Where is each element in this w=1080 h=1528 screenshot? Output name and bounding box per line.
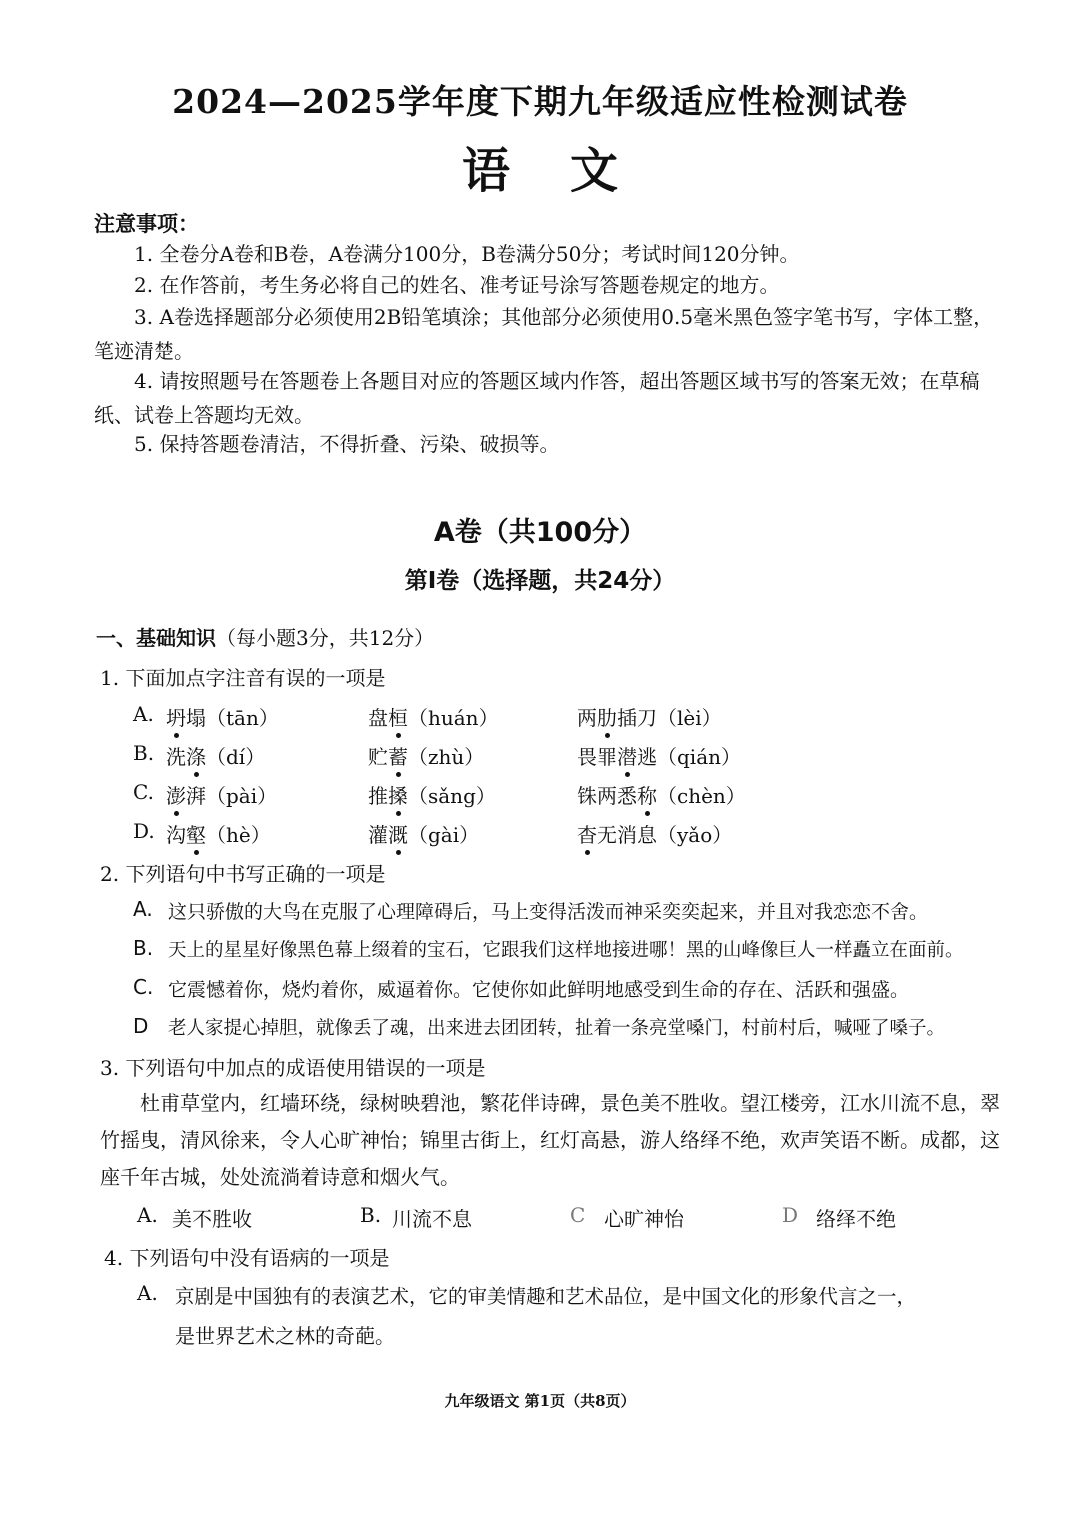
cell-post: （hè）	[206, 823, 271, 847]
q3-option-text: 络绎不绝	[816, 1207, 896, 1231]
exam-title: 2024—2025学年度下期九年级适应性检测试卷	[172, 82, 908, 121]
dotted-char: 壑	[186, 823, 206, 847]
q3-stem: 3. 下列语句中加点的成语使用错误的一项是	[100, 1056, 486, 1080]
cell-pre: 盘	[368, 706, 388, 730]
option-cell	[166, 780, 277, 809]
option-cell	[368, 819, 479, 848]
q4-option-label: A.	[137, 1281, 158, 1305]
option-cell	[368, 780, 496, 809]
part-one-note: （每小题3分，共12分）	[216, 626, 435, 650]
part-one-heading	[96, 622, 434, 651]
q3-option-text: 美不胜收	[172, 1207, 252, 1231]
q4-option-text-cont: 是世界艺术之林的奇葩。	[175, 1324, 395, 1348]
option-cell	[368, 702, 499, 731]
q2-option-text: 天上的星星好像黑色幕上缀着的宝石，它跟我们这样地接进哪！黑的山峰像巨人一样矗立在面前。	[168, 940, 964, 961]
dotted-char: 搡	[388, 784, 408, 808]
q3-option-label: B.	[360, 1203, 382, 1227]
dotted-char: 涤	[186, 745, 206, 769]
section-i-heading: 第Ⅰ卷（选择题，共24分）	[404, 568, 676, 594]
option-cell	[368, 741, 484, 770]
option-cell	[166, 819, 271, 848]
dotted-char: 潜	[617, 745, 637, 769]
cell-pre: 沟	[166, 823, 186, 847]
q3-option-label: D	[782, 1203, 799, 1227]
cell-post: （sǎng）	[408, 784, 496, 808]
q1-stem: 1. 下面加点字注音有误的一项是	[100, 666, 386, 690]
cell-pre: 两	[577, 706, 597, 730]
cell-pre: 畏罪	[577, 745, 617, 769]
cell-pre: 灌	[368, 823, 388, 847]
cell-post: （huán）	[408, 706, 499, 730]
q3-option-label: C	[570, 1203, 586, 1227]
cell-post: （gài）	[408, 823, 480, 847]
q4-stem: 4. 下列语句中没有语病的一项是	[104, 1246, 390, 1270]
section-a-heading: A卷（共100分）	[433, 517, 647, 548]
dotted-char: 坍	[166, 706, 186, 730]
notice-item: 4. 请按照题号在答题卷上各题目对应的答题区域内作答，超出答题区域书写的答案无效；在草稿纸、试卷上答题均无效。	[94, 369, 980, 427]
cell-post: 插刀（lèi）	[617, 706, 722, 730]
q3-option-text: 川流不息	[392, 1207, 472, 1231]
dotted-char: 桓	[388, 706, 408, 730]
option-cell	[166, 702, 279, 731]
q3-passage: 杜甫草堂内，红墙环绕，绿树映碧池，繁花伴诗碑，景色美不胜收。望江楼旁，江水川流不息，翠竹摇曳，清风徐来，令人心旷神怡；锦里古街上，红灯高悬，游人络绎不绝，欢声笑语不断。成都，这座千年古城，处处流淌着诗意和烟火气。	[100, 1091, 1000, 1189]
notice-item: 3. A卷选择题部分必须使用2B铅笔填涂；其他部分必须使用0.5毫米黑色签字笔书写，字体工整，笔迹清楚。	[94, 305, 994, 363]
q2-stem: 2. 下列语句中书写正确的一项是	[100, 862, 386, 886]
dotted-char: 称	[637, 784, 657, 808]
q2-option-label: A.	[133, 897, 153, 921]
q2-option-text: 它震憾着你，烧灼着你，威逼着你。它使你如此鲜明地感受到生命的存在、活跃和强盛。	[168, 979, 910, 1001]
cell-post: 塌（tān）	[186, 706, 279, 730]
dotted-char: 杳	[577, 823, 597, 847]
q2-option-text: 这只骄傲的大鸟在克服了心理障碍后，马上变得活泼而神采奕奕起来，并且对我恋恋不舍。	[168, 901, 929, 923]
cell-post: 逃（qián）	[637, 745, 742, 769]
part-one-title: 一、基础知识	[96, 626, 216, 650]
option-label: B.	[133, 741, 155, 765]
option-cell	[166, 741, 265, 770]
cell-post: （chèn）	[657, 784, 746, 808]
option-cell	[577, 741, 741, 770]
cell-post: （dí）	[206, 745, 266, 769]
cell-pre: 贮	[368, 745, 388, 769]
dotted-char: 肋	[597, 706, 617, 730]
notice-heading: 注意事项：	[94, 211, 199, 236]
dotted-char: 澎	[166, 784, 186, 808]
q2-option-label: D	[133, 1014, 149, 1038]
q2-option-label: C.	[133, 975, 154, 999]
q3-option-label: A.	[137, 1203, 158, 1227]
page-footer: 九年级语文 第1页（共8页）	[444, 1392, 636, 1410]
option-label: D.	[133, 819, 155, 843]
subject-title: 语文	[461, 143, 678, 199]
notice-item: 5. 保持答题卷清洁，不得折叠、污染、破损等。	[134, 432, 560, 456]
q4-option-text: 京剧是中国独有的表演艺术，它的审美情趣和艺术品位，是中国文化的形象代言之一，	[175, 1285, 917, 1308]
q3-option-text: 心旷神怡	[604, 1207, 684, 1231]
cell-post: （zhù）	[408, 745, 485, 769]
dotted-char: 蓄	[388, 745, 408, 769]
option-label: C.	[133, 780, 154, 804]
cell-post: 无消息（yǎo）	[597, 823, 733, 847]
cell-pre: 铢两悉	[577, 784, 637, 808]
cell-post: 湃（pài）	[186, 784, 278, 808]
option-cell	[577, 780, 746, 809]
dotted-char: 溉	[388, 823, 408, 847]
notice-item: 1. 全卷分A卷和B卷，A卷满分100分，B卷满分50分；考试时间120分钟。	[134, 242, 800, 266]
q2-option-text: 老人家提心掉胆，就像丢了魂，出来进去团团转，扯着一条亮堂嗓门，村前村后，喊哑了嗓子。	[168, 1018, 946, 1039]
notice-item: 2. 在作答前，考生务必将自己的姓名、准考证号涂写答题卷规定的地方。	[134, 273, 780, 297]
q2-option-label: B.	[133, 936, 154, 960]
option-cell	[577, 819, 732, 848]
option-label: A.	[133, 702, 154, 726]
option-cell	[577, 702, 722, 731]
cell-pre: 推	[368, 784, 388, 808]
cell-pre: 洗	[166, 745, 186, 769]
